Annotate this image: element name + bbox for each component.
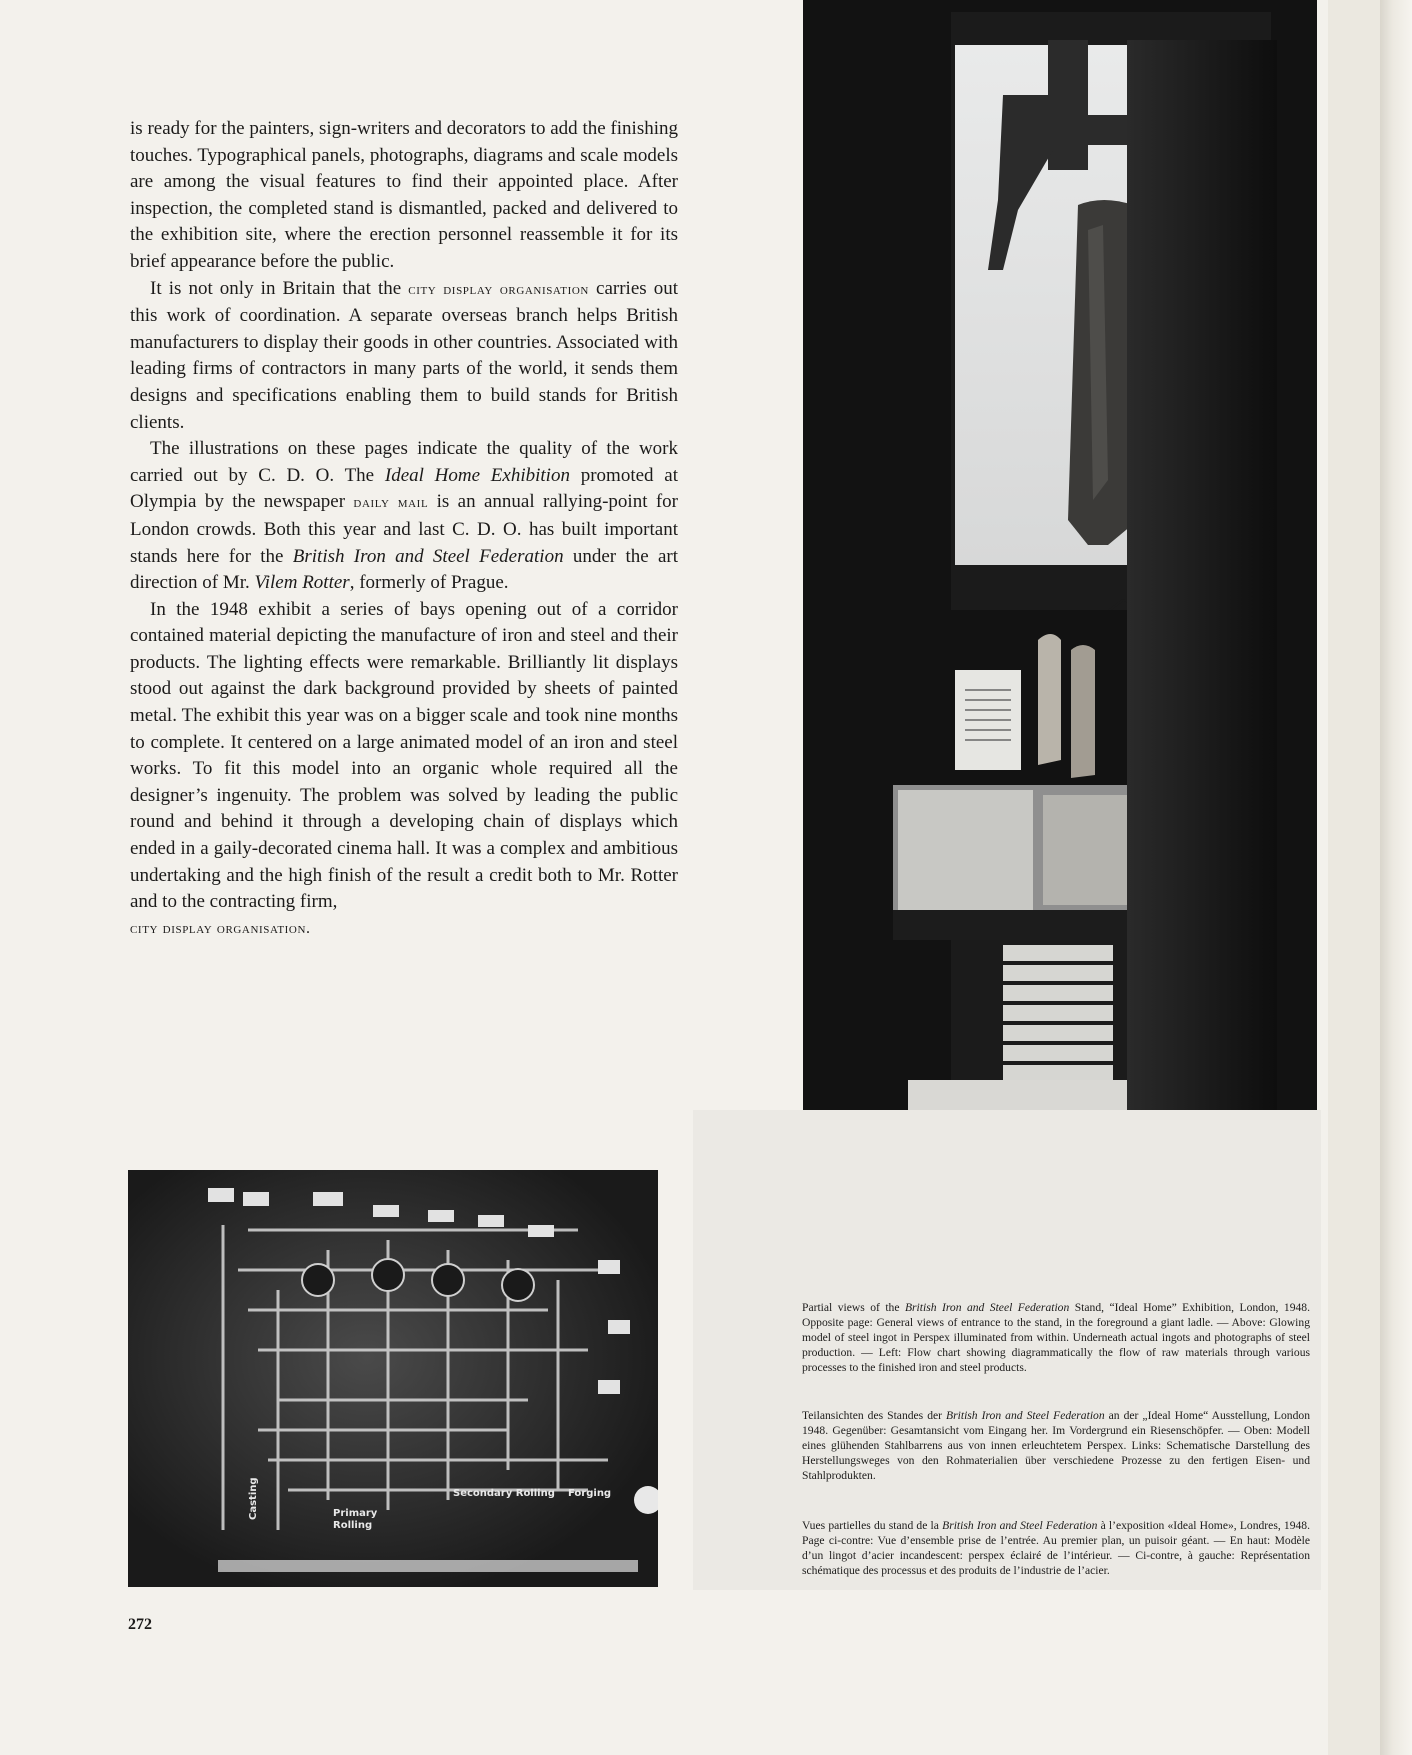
label-primary-rolling: Primary Rolling <box>333 1508 378 1531</box>
caption-english: Partial views of the British Iron and Steel Federation Stand, “Ideal Home” Exhibition, London, 1948. Opposite page: General views of entrance to the stand, in the foreground a giant ladle. — Above: Glowing model of steel ingot in Perspex illuminated from within. Underneath actual ingots and photographs of steel production. — Left: Flow chart showing diagrammatically the flow of raw materials through various processes to the finished iron and steel products. <box>802 1301 1310 1374</box>
label-forging: Forging <box>568 1488 612 1499</box>
caption-german: Teilansichten des Standes der British Iron and Steel Federation an der „Ideal Home“ Ausstellung, London 1948. Gegenüber: Gesamtansicht vom Eingang her. Im Vordergrund ein Riesenschöpfer. — Oben: Modell eines glühenden Stahlbarrens aus von innen erleuchtetem Perspex. Links: Schematische Darstellung des Herstellungsweges von den Rohmaterialien über verschiedene Prozesse zu den fertigen Eisen- und Stahlprodukten. <box>802 1409 1310 1482</box>
page-number: 272 <box>128 1616 152 1633</box>
paragraph-2: It is not only in Britain that the city display organisation carries out this work of coordination. A separate overseas branch helps British manufacturers to display their goods in other countries. Associated with leading firms of contractors in many parts of the world, it sends them designs and specifications enabling them to build stands for British clients. <box>130 277 679 433</box>
article-text <box>130 116 678 942</box>
flow-chart-photo <box>128 1170 658 1587</box>
flow-chart-diagram <box>128 1170 658 1587</box>
paragraph-1: is ready for the painters, sign-writers and decorators to add the finishing touches. Typographical panels, photographs, diagrams and scale models are among the visual features to find their appointed place. After inspection, the completed stand is dismantled, packed and delivered to the exhibition site, where the erection personnel reassemble it for its brief appearance before the public. <box>130 118 678 272</box>
caption-french: Vues partielles du stand de la British Iron and Steel Federation à l’exposition «Ideal Home», Londres, 1948. Page ci-contre: Vue d’ensemble prise de l’entrée. Au premier plan, un puisoir géant. — En haut: Modèle d’un lingot d’acier incandescent: perspex éclairé de l’intérieur. — Ci-contre, à gauche: Représentation schématique des processus et des produits de l’industrie de l’acier. <box>802 1519 1310 1577</box>
newspaper-name: daily mail <box>353 494 429 512</box>
label-casting: Casting <box>248 1477 259 1520</box>
label-secondary-rolling: Secondary Rolling <box>453 1488 555 1499</box>
ladle-ingot-photo <box>803 0 1317 1186</box>
page-edge <box>1380 0 1412 1755</box>
paragraph-4: In the 1948 exhibit a series of bays opening out of a corridor contained material depicting the manufacture of iron and steel and their products. The lighting effects were remarkable. Brilliantly lit displays stood out against the dark background provided by sheets of painted metal. The exhibit this year was on a bigger scale and took nine months to complete. It centered on a large animated model of an iron and steel works. To fit this model into an organic whole required all the designer’s ingenuity. The problem was solved by leading the public round and behind it through a developing chain of displays which ended in a gaily-decorated cinema hall. It was a complex and ambitious undertaking and the high finish of the result a credit both to Mr. Rotter and to the contracting firm, <box>130 598 678 913</box>
paragraph-3: The illustrations on these pages indicate the quality of the work carried out by C. D. O. The Ideal Home Exhibition promoted at Olympia by the newspaper daily mail is an annual rallying-point for London crowds. Both this year and last C. D. O. has built important stands here for the British Iron and Steel Federation under the art direction of Mr. Vilem Rotter, formerly of Prague. <box>130 438 679 594</box>
org-name: city display organisation <box>408 280 589 298</box>
page-fold <box>1328 0 1380 1755</box>
article-signature: city display organisation. <box>130 919 311 937</box>
